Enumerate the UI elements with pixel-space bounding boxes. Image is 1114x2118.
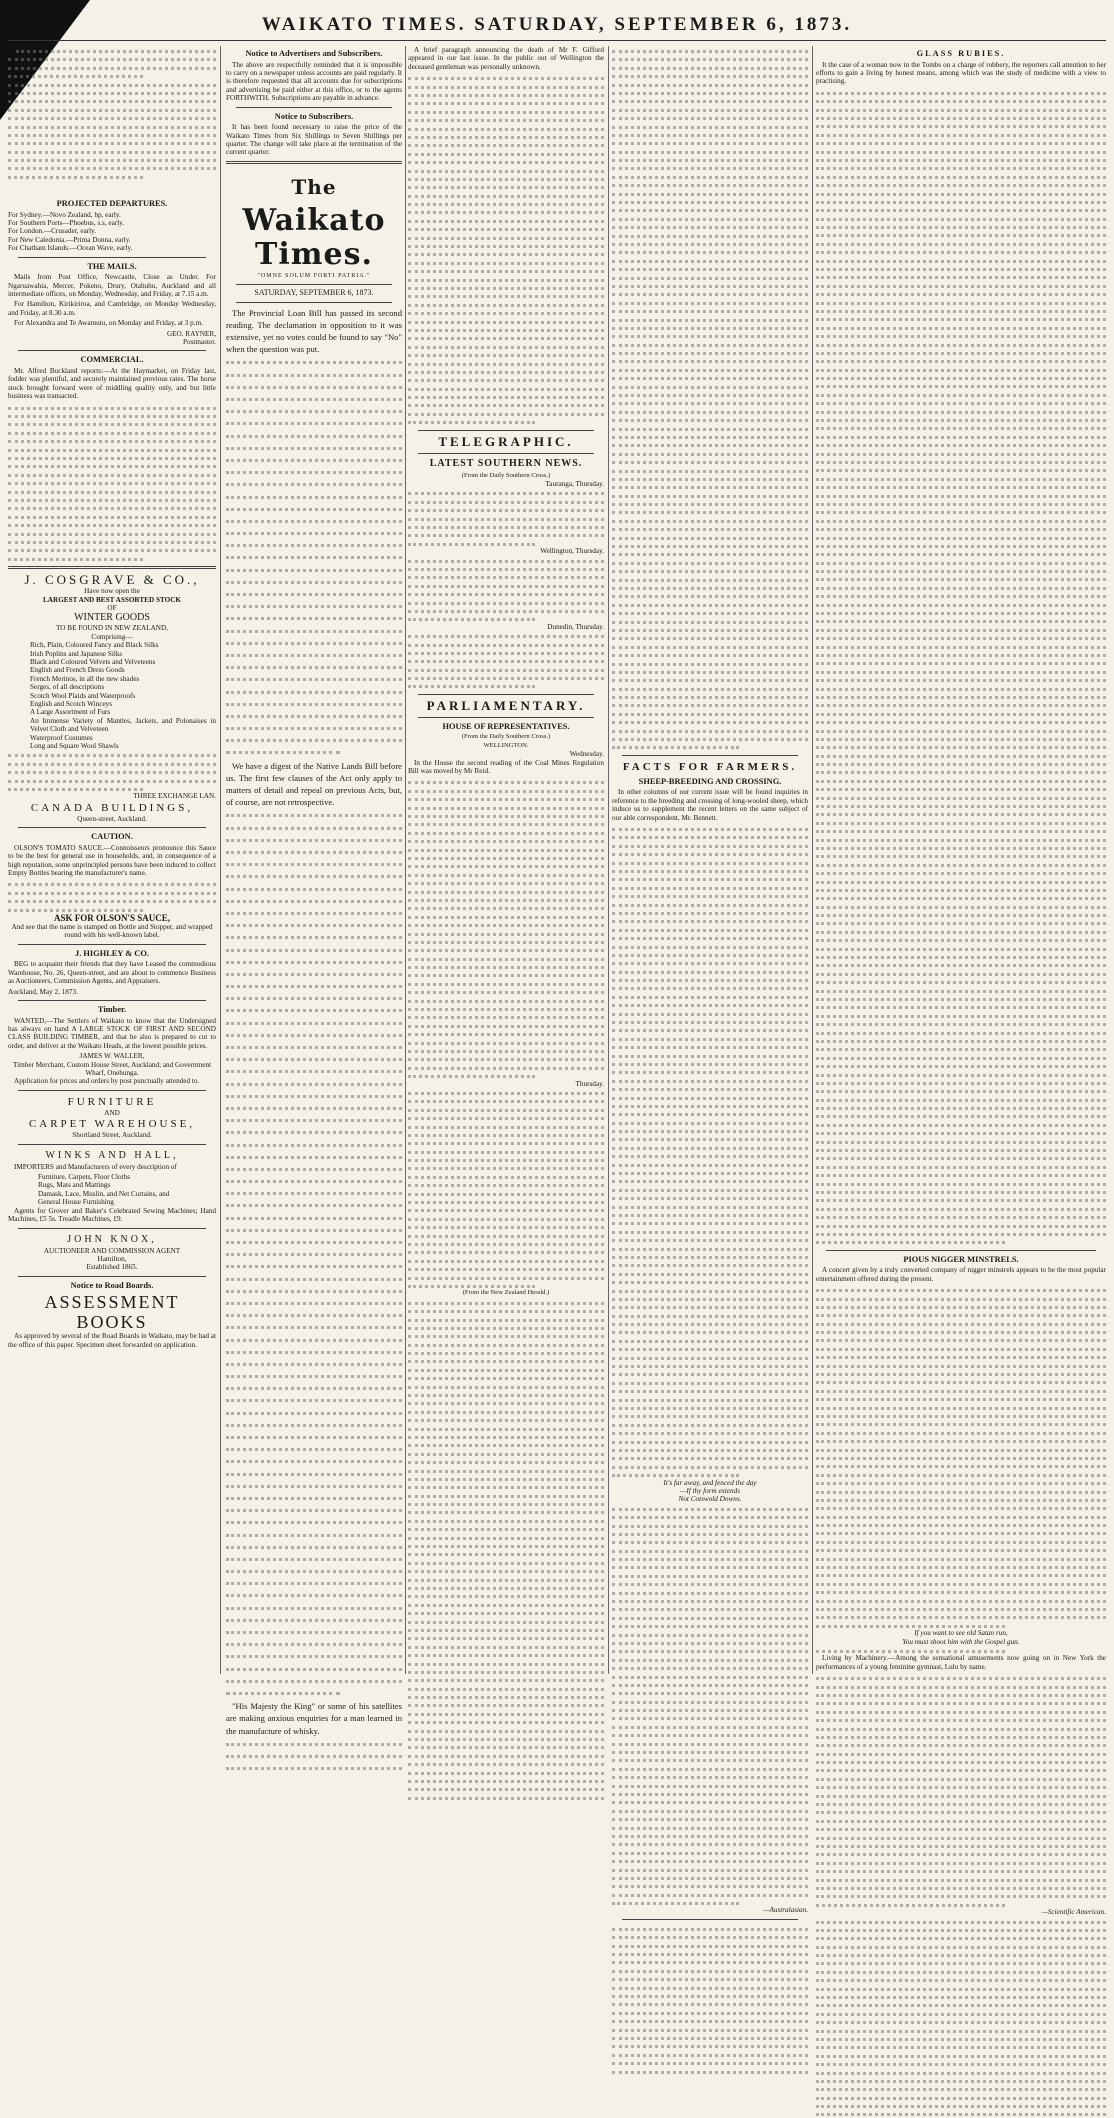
- canada-sub: Queen-street, Auckland.: [77, 814, 147, 823]
- issue-date: SEPTEMBER 6, 1873.: [614, 14, 853, 35]
- timber-sign: JAMES W. WALLER,: [79, 1052, 145, 1061]
- cosgrave-sign: THREE EXCHANGE LAN.: [133, 792, 216, 801]
- ask-for-sub: And see that the name is stamped on Bottle and Stopper, and wrapped round with his well-known label.: [11, 922, 213, 940]
- carpet-heading: CARPET WAREHOUSE,: [28, 1118, 196, 1131]
- leader-paragraph: "His Majesty the King" or some of his satellites are making anxious enquiries for a man learned in the manufacture of whisky.: [226, 1701, 402, 1736]
- column-1: [8, 46, 216, 1674]
- caution-text: OLSON'S TOMATO SAUCE.—Connoisseurs pronounce this Sauce to be the best for general use in households, and, in consequence of a high reputation, some unprincipled persons have been induced to collect Empty Bottles bearing the manufacturer's name.: [8, 843, 216, 877]
- motto: "OMNE SOLUM FORTI PATRIA.": [257, 272, 371, 279]
- canada-heading: CANADA BUILDINGS,: [30, 801, 194, 814]
- telegraphic-heading: TELEGRAPHIC.: [438, 433, 574, 449]
- glass-text: It the case of a woman now in the Tombs on a charge of robbery, the reporters call attention to her efforts to gain a living by honest means, among which was the study of medicine with a view to practising.: [816, 60, 1106, 86]
- timber-sign2: Timber Merchant, Custom House Street, Auckland; and Government Wharf, Onehunga.: [13, 1060, 211, 1078]
- sheep-heading: SHEEP-BREEDING AND CROSSING.: [638, 776, 782, 786]
- intro-paragraph: A brief paragraph announcing the death of Mr F. Gifford appeared in our last issue. In the public out of Wellington the deceased gentleman was personally unknown.: [408, 46, 604, 71]
- departure-item: For London.—Crusader, early.: [8, 227, 97, 236]
- column-rule: [405, 46, 406, 1674]
- winks-heading: WINKS AND HALL,: [45, 1149, 179, 1161]
- title-the: The: [291, 174, 337, 199]
- mails-text: Mails from Post Office, Newcastle, Close as Under. For Ngaruawahia, Mercer, Pokeno, Drury, Otahuhu, Auckland and all intermediate offices, on Monday, Wednesday, and Friday, at 7.15 a.m.: [8, 273, 216, 299]
- knox-est: Established 1865.: [86, 1263, 138, 1272]
- dateline: SATURDAY, SEPTEMBER 6, 1873.: [254, 288, 374, 298]
- list-item: An Immense Variety of Mantles, Jackets, and Polonaises in Velvet Cloth and Velveteen: [30, 716, 216, 734]
- notice-heading: Notice to Advertisers and Subscribers.: [245, 49, 383, 58]
- subscribers-text: It has been found necessary to raise the price of the Waikato Times from Six Shillings to Seven Shillings per quarter. The change will take place at the termination of the current quarter.: [226, 123, 402, 157]
- newspaper-title: [226, 168, 402, 272]
- road-heading: Notice to Road Boards.: [70, 1280, 154, 1290]
- list-item: English and French Dress Goods: [30, 666, 125, 675]
- masthead: [0, 14, 1114, 36]
- latest-source: (From the Daily Southern Cross.): [461, 471, 551, 479]
- timber-text: WANTED,—The Settlers of Waikato to know that the Undersigned has always on hand A LARGE STOCK OF FIRST AND SECOND CLASS BUILDING TIMBER, and that he also is prepared to cut to order, and deliver at the Waikato Heads, at the lowest possible prices.: [8, 1016, 216, 1050]
- column-2: [226, 46, 402, 1736]
- furniture-street: Shortland Street, Auckland.: [72, 1131, 152, 1140]
- winks-text: IMPORTERS and Manufacturers of every description of: [14, 1162, 177, 1171]
- cosgrave-line: WINTER GOODS: [74, 612, 150, 624]
- leader-paragraph: The Provincial Loan Bill has passed its second reading. The declamation in opposition to it was extensive, yet no votes could be found to say "No" when the question was put.: [226, 307, 402, 355]
- list-item: Serges, of all descriptions: [30, 683, 105, 692]
- shipping-list: [8, 46, 216, 196]
- herald-source: (From the New Zealand Herald.): [462, 1289, 550, 1297]
- cosgrave-line: Comprising—: [91, 632, 133, 641]
- list-item: Furniture, Carpets, Floor Cloths: [38, 1173, 131, 1182]
- verse-line: Not Cotswold Downs.: [678, 1495, 742, 1504]
- list-item: Scotch Wool Plaids and Waterproofs: [30, 691, 136, 700]
- cosgrave-line: LARGEST AND BEST ASSORTED STOCK: [43, 595, 181, 604]
- mails-signature: GEO. RAYNER,: [166, 329, 216, 338]
- cosgrave-line: TO BE FOUND IN NEW ZEALAND,: [56, 624, 168, 633]
- departure-item: For New Caledonia.—Prima Donna, early.: [8, 235, 131, 244]
- living-text: Living by Machinery.—Among the sensational amusements now going on in New York the performances of a young feminine gymnast, Lulu by name.: [816, 1654, 1106, 1671]
- facts-heading: FACTS FOR FARMERS.: [622, 760, 798, 773]
- subscribers-heading: Notice to Subscribers.: [274, 111, 354, 121]
- issue-day: SATURDAY,: [474, 14, 607, 35]
- list-item: Long and Square Wool Shawls: [30, 742, 119, 751]
- minstrels-heading: PIOUS NIGGER MINSTRELS.: [903, 1254, 1019, 1264]
- cosgrave-line: OF: [107, 603, 117, 612]
- list-item: Black and Coloured Velvets and Velveteens: [30, 657, 156, 666]
- list-item: Waterproof Costumes: [30, 733, 93, 742]
- mails-signature-title: Postmaster.: [183, 338, 216, 347]
- list-item: English and Scotch Winceys: [30, 699, 113, 708]
- highley-heading: J. HIGHLEY & CO.: [75, 948, 149, 958]
- column-4: [612, 46, 808, 1915]
- source-credit: —Scientific American.: [1041, 1908, 1106, 1917]
- ask-for: ASK FOR OLSON'S SAUCE,: [53, 912, 171, 923]
- paper-name: WAIKATO TIMES.: [261, 14, 467, 35]
- column-rule: [608, 46, 609, 1674]
- assessment-text: As approved by several of the Road Boards in Waikato, may be had at the office of this paper. Specimen sheet forwarded on application.: [8, 1332, 216, 1349]
- sheep-text: In other columns of our current issue will be found inquiries in reference to the breeding and crossing of long-wooled sheep, which induce us to supplement the recent letters on the same subject of our able correspondent, Mr. Bennett.: [612, 788, 808, 822]
- leader-paragraph: We have a digest of the Native Lands Bill before us. The first few clauses of the Act only apply to matters of detail and repeal on previous Acts, but, of course, are not retrospective.: [226, 760, 402, 808]
- house-day: Wednesday.: [569, 750, 604, 759]
- winks-items: [8, 1173, 216, 1207]
- departures-heading: PROJECTED DEPARTURES.: [56, 199, 168, 208]
- departure-item: For Sydney.—Novo Zealand, hp, early.: [8, 210, 121, 219]
- house-text: In the House the second reading of the Coal Mines Regulation Bill was moved by Mr Reid.: [408, 758, 604, 776]
- list-item: A Large Assortment of Furs: [30, 708, 111, 717]
- house-heading: HOUSE OF REPRESENTATIVES.: [442, 721, 570, 731]
- assessment-heading: ASSESSMENT BOOKS: [44, 1292, 180, 1333]
- column-5: [816, 46, 1106, 1917]
- knox-text: AUCTIONEER AND COMMISSION AGENT: [43, 1246, 181, 1255]
- verse-line: You must shoot him with the Gospel gun.: [902, 1637, 1020, 1646]
- cosgrave-line: Have now open the: [84, 587, 140, 596]
- list-item: Damask, Lace, Muslin, and Net Curtains, and: [38, 1189, 170, 1198]
- caution-heading: CAUTION.: [91, 832, 133, 842]
- source-credit: —Australasian.: [763, 1906, 808, 1915]
- title-name: Waikato Times.: [242, 202, 386, 272]
- house-place: WELLINGTON.: [483, 741, 529, 749]
- cosgrave-items: [8, 641, 216, 750]
- list-item: General House Furnishing: [38, 1198, 114, 1207]
- mails-text: For Hamilton, Kirikiriroa, and Cambridge, on Monday Wednesday, and Friday, at 8.30 a.m.: [8, 300, 216, 317]
- departure-item: For Southern Ports—Phoebus, s.s, early.: [8, 219, 125, 227]
- parliamentary-heading: PARLIAMENTARY.: [426, 697, 586, 713]
- timber-heading: Timber.: [97, 1005, 127, 1014]
- minstrels-text: A concert given by a truly converted company of nigger minstrels appears to be the most popular entertainment offered during the present.: [816, 1266, 1106, 1283]
- commercial-text: Mr. Alfred Buckland reports:—At the Haymarket, on Friday last, fodder was plentiful, and securely maintained previous rates. The horse stock brought forward were of middling quality only, and but little business was transacted.: [8, 367, 216, 401]
- mails-heading: THE MAILS.: [87, 261, 137, 271]
- list-item: Rich, Plain, Coloured Fancy and Black Silks: [30, 641, 159, 650]
- furniture-heading: FURNITURE: [67, 1095, 157, 1108]
- latest-heading: LATEST SOUTHERN NEWS.: [429, 457, 583, 469]
- column-rule: [220, 46, 221, 1674]
- knox-heading: JOHN KNOX,: [67, 1233, 157, 1245]
- commercial-heading: COMMERCIAL.: [80, 355, 144, 365]
- dateline-tauranga: Tauranga, Thursday.: [545, 480, 604, 489]
- furniture-and: AND: [104, 1108, 120, 1117]
- glass-heading: GLASS RUBIES.: [916, 49, 1006, 58]
- list-item: Irish Poplins and Japanese Silks: [30, 649, 123, 658]
- winks-agents: Agents for Grover and Baker's Celebrated Sewing Machines; Hand Machines, £5 5s. Treadle Machines, £9.: [8, 1206, 216, 1224]
- dateline-dunedin: Dunedin, Thursday.: [547, 622, 604, 631]
- highley-date: Auckland, May 2, 1873.: [8, 987, 78, 996]
- verse-line: It's far away, and fenced the day: [663, 1478, 757, 1487]
- departure-item: For Chatham Islands.—Ocean Wave, early.: [8, 244, 133, 253]
- timber-note: Application for prices and orders by post punctually attended to.: [14, 1077, 200, 1086]
- masthead-rule: [8, 40, 1106, 41]
- house-thursday: Thursday.: [575, 1079, 604, 1088]
- verse-line: If you want to see old Satan run,: [914, 1629, 1008, 1638]
- cosgrave-heading: J. COSGRAVE & CO.,: [24, 572, 200, 588]
- departures-list: [8, 211, 216, 253]
- dateline-wellington: Wellington, Thursday.: [540, 547, 604, 556]
- house-source: (From the Daily Southern Cross.): [461, 733, 551, 741]
- verse-line: —If thy form extends: [679, 1486, 741, 1495]
- column-3: [408, 46, 604, 1674]
- knox-place: Hamilton,: [97, 1254, 127, 1263]
- column-rule: [812, 46, 813, 1674]
- highley-text: BEG to acquaint their friends that they have Leased the commodious Warehouse, No. 26, Queen-street, and are about to commence Business as Auctioneers, Commission Agents, and Appraisers.: [8, 960, 216, 986]
- list-item: French Merinos, in all the new shades: [30, 674, 140, 683]
- notice-text: The above are respectfully reminded that it is impossible to carry on a newspaper unless accounts are paid regularly. It is therefore requested that all accounts due for subscriptions and advertising be paid either at this office, or to the agents FORTHWITH. Subscriptions are payable in advance.: [226, 60, 402, 103]
- list-item: Rugs, Mats and Mattings: [38, 1181, 111, 1190]
- mails-text: For Alexandra and Te Awamutu, on Monday and Friday, at 3 p.m.: [14, 319, 203, 328]
